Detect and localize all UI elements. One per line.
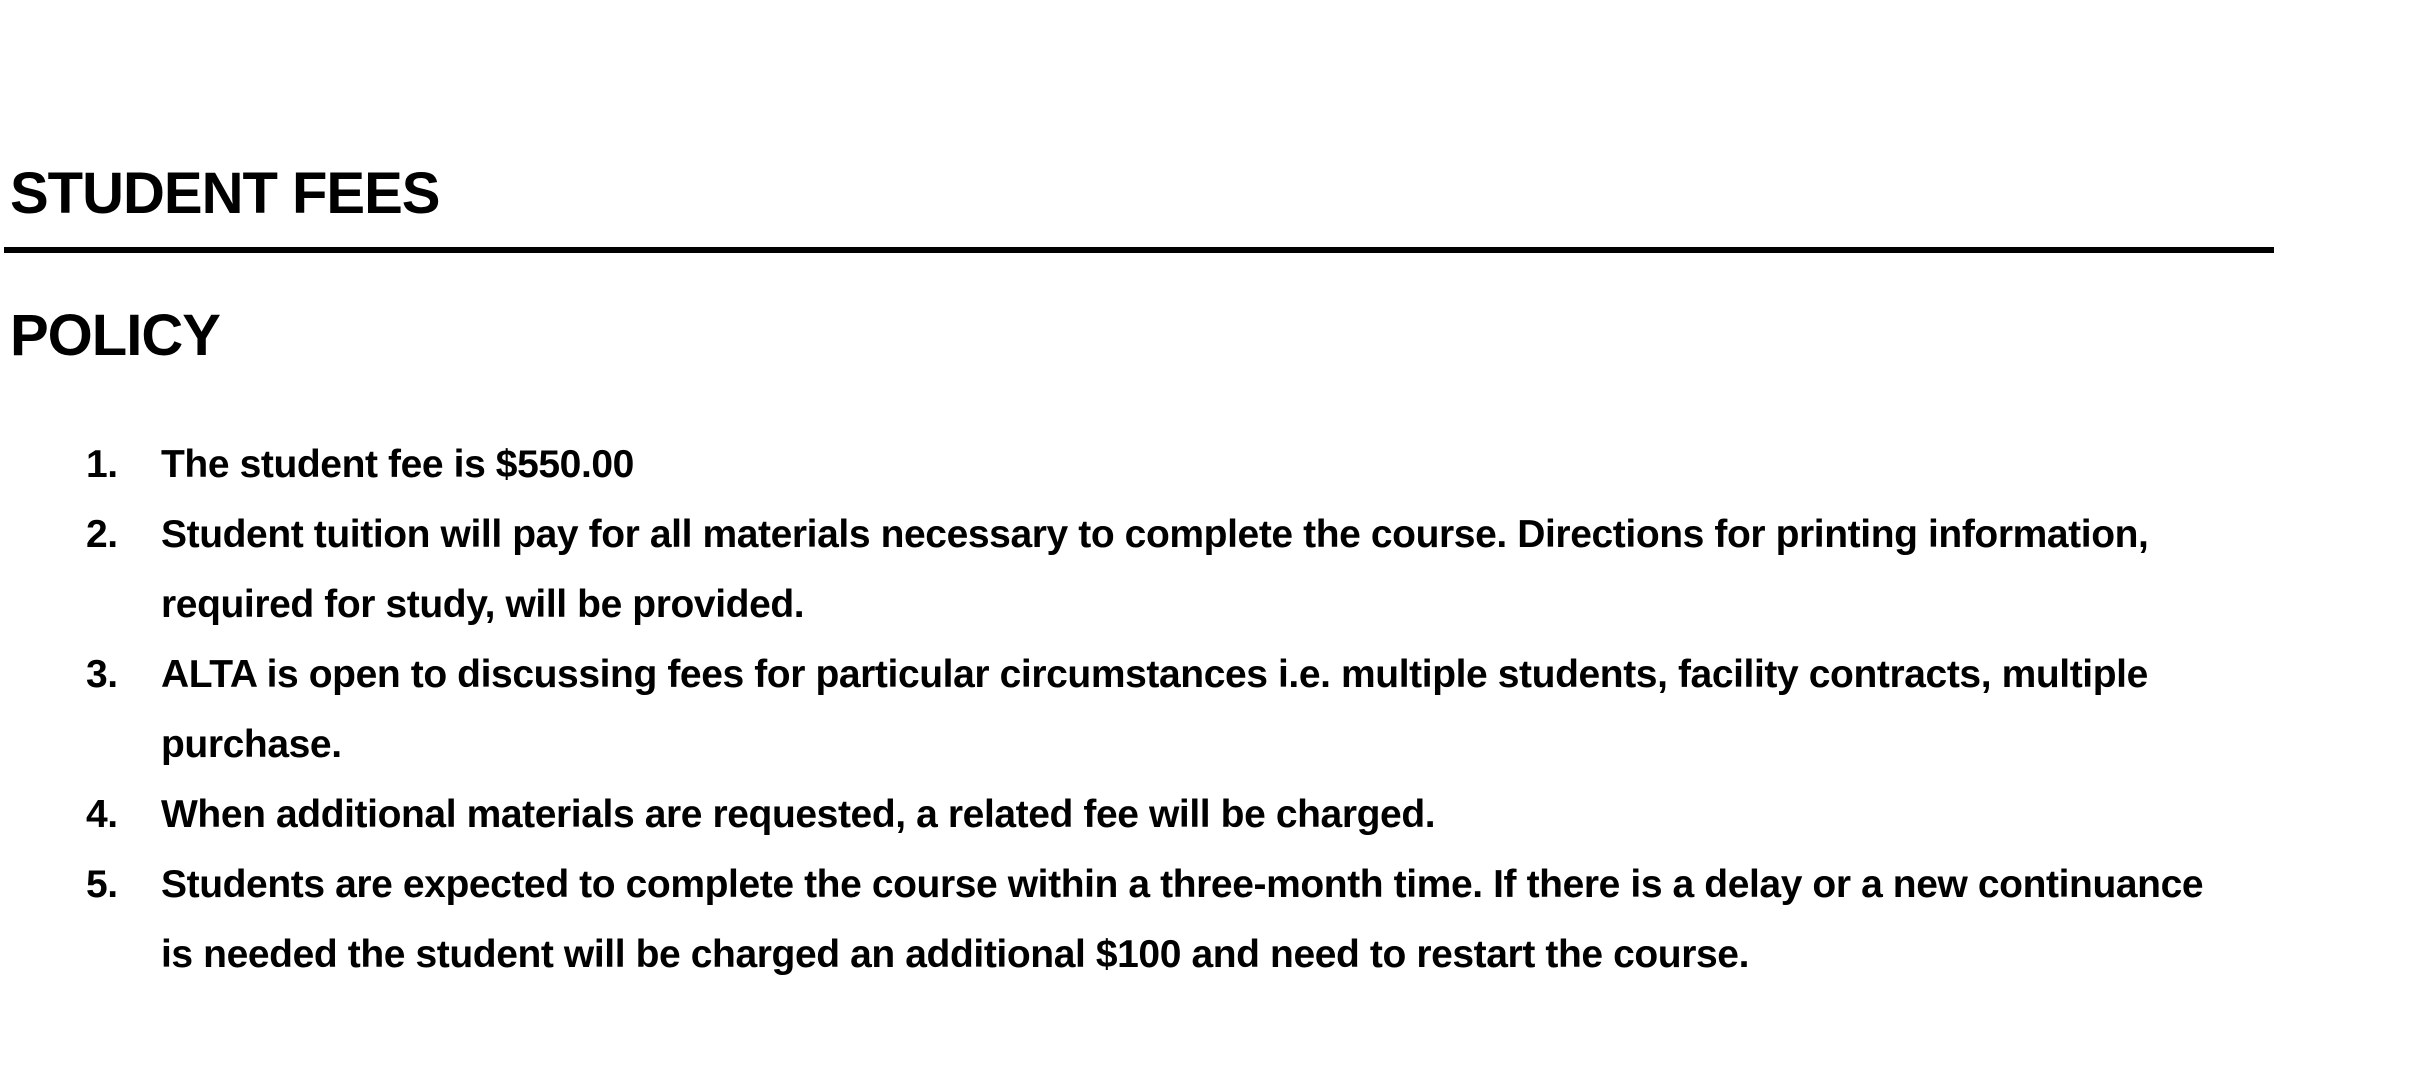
policy-number: 4. xyxy=(86,793,118,836)
policy-item xyxy=(0,780,2300,850)
policy-number: 2. xyxy=(86,513,118,556)
page-title: STUDENT FEES xyxy=(10,161,440,226)
policy-item xyxy=(0,640,2281,780)
policy-number: 5. xyxy=(86,863,118,906)
policy-list xyxy=(0,430,2300,990)
section-title: POLICY xyxy=(10,303,220,368)
policy-item xyxy=(0,850,2241,990)
policy-text: ALTA is open to discussing fees for particular circumstances i.e. multiple students, facility contracts, multiple purchase. xyxy=(161,653,2148,766)
policy-number: 3. xyxy=(86,653,118,696)
policy-text: When additional materials are requested, a related fee will be charged. xyxy=(161,793,1436,836)
policy-item xyxy=(0,430,2300,500)
policy-number: 1. xyxy=(86,443,118,486)
policy-text: Student tuition will pay for all materials necessary to complete the course. Directions for printing information, required for study, will be provided. xyxy=(161,513,2149,626)
policy-text: The student fee is $550.00 xyxy=(161,443,634,486)
title-divider xyxy=(4,247,2274,253)
policy-item xyxy=(0,500,2241,640)
policy-text: Students are expected to complete the course within a three-month time. If there is a delay or a new continuance is needed the student will be charged an additional $100 and need to restart the course. xyxy=(161,863,2204,976)
